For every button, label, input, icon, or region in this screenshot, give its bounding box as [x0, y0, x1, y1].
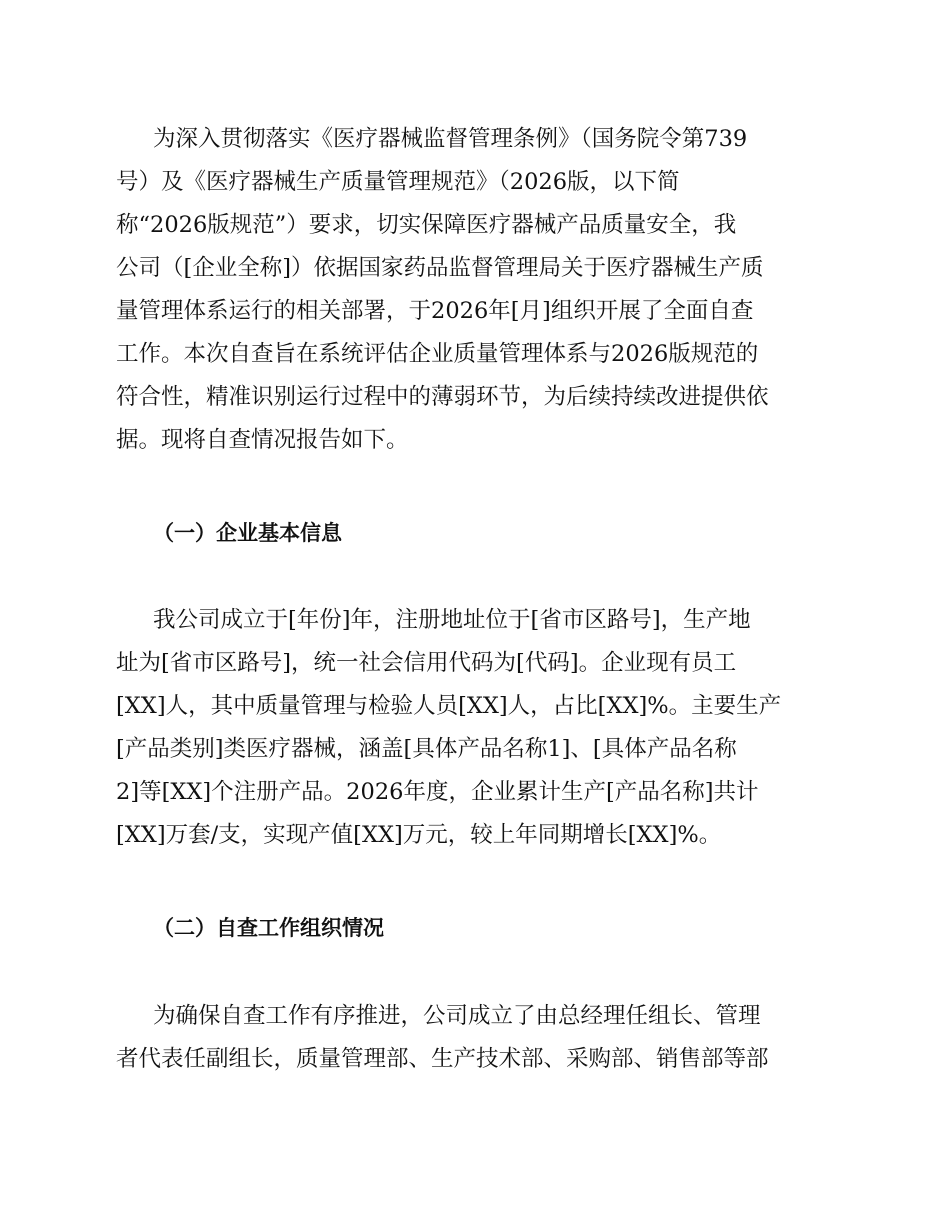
- intro-line-8: 据。现将自查情况报告如下。: [116, 427, 409, 453]
- basic-info-line-1: 我公司成立于[年份]年，注册地址位于[省市区路号]，生产地: [153, 607, 751, 633]
- intro-line-7: 符合性，精准识别运行过程中的薄弱环节，为后续持续改进提供依: [116, 384, 769, 410]
- intro-line-3: 称“2026版规范”）要求，切实保障医疗器械产品质量安全，我: [116, 212, 737, 238]
- self-inspection-line-1: 为确保自查工作有序推进，公司成立了由总经理任组长、管理: [153, 1003, 761, 1029]
- intro-line-6: 工作。本次自查旨在系统评估企业质量管理体系与2026版规范的: [116, 341, 759, 367]
- section-heading-basic-info: （一）企业基本信息: [153, 521, 342, 545]
- intro-line-5: 量管理体系运行的相关部署，于2026年[月]组织开展了全面自查: [116, 298, 754, 324]
- section-heading-self-inspection-organization: （二）自查工作组织情况: [153, 916, 384, 940]
- intro-line-1: 为深入贯彻落实《医疗器械监督管理条例》（国务院令第739: [153, 126, 748, 152]
- intro-line-4: 公司（[企业全称]）依据国家药品监督管理局关于医疗器械生产质: [116, 255, 764, 281]
- basic-info-line-4: [产品类别]类医疗器械，涵盖[具体产品名称1]、[具体产品名称: [116, 736, 737, 762]
- basic-info-line-5: 2]等[XX]个注册产品。2026年度，企业累计生产[产品名称]共计: [116, 779, 759, 805]
- intro-line-2: 号）及《医疗器械生产质量管理规范》（2026版，以下简: [116, 169, 680, 195]
- basic-info-line-6: [XX]万套/支，实现产值[XX]万元，较上年同期增长[XX]%。: [116, 822, 722, 848]
- self-inspection-line-2: 者代表任副组长，质量管理部、生产技术部、采购部、销售部等部: [116, 1046, 769, 1072]
- basic-info-line-2: 址为[省市区路号]，统一社会信用代码为[代码]。企业现有员工: [116, 650, 737, 676]
- basic-info-line-3: [XX]人，其中质量管理与检验人员[XX]人，占比[XX]%。主要生产: [116, 693, 782, 719]
